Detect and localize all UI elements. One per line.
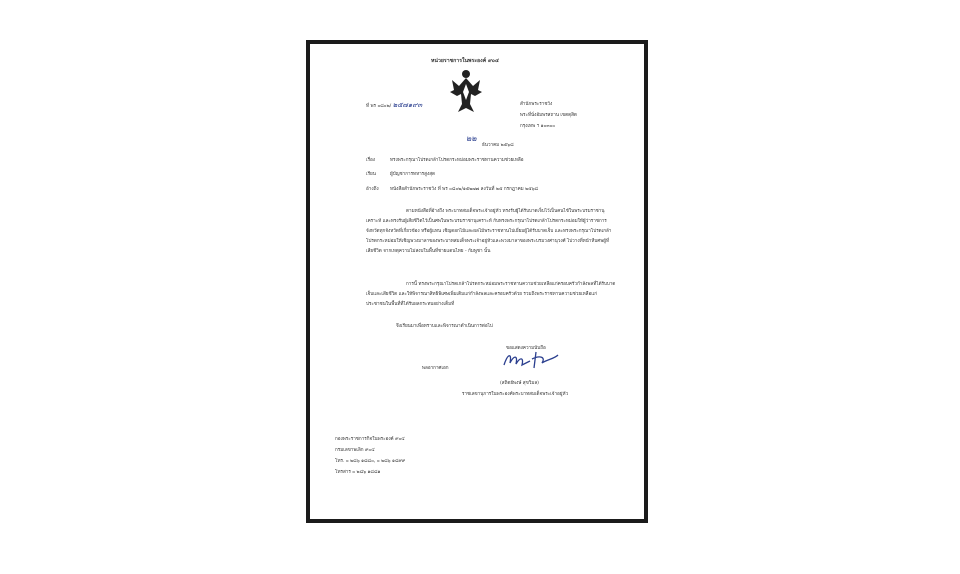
signer-title: ราชเลขานุการในพระองค์พระบาทสมเด็จพระเจ้าอยู่หัว bbox=[462, 392, 569, 397]
body-paragraph-1: ตามหนังสือที่อ้างถึง พระบาทสมเด็จพระเจ้าอยู่หัว ทรงรับผู้ได้รับบาดเจ็บไว้เป็นคนไข้ในพระบรมราชานุเคราะห์ และทรงรับผู้เสียชีวิตไว้เป็นศพในพระบรมราชานุเคราะห์ กับทรงพระกรุณาโปรดเกล้าโปรดกระหม่อมให้ผู้ว่าราชการจังหวัดทุกจังหวัดที่เกี่ยวข้อง หรือผู้แทน เชิญดอกไม้และผลไม้พระราชทานไปเยี่ยมผู้ได้รับบาดเจ็บ และทรงพระกรุณาโปรดเกล้าโปรดกระหม่อมให้เชิญพวงมาลาของพระบาทสมเด็จพระเจ้าอยู่หัวและพวงมาลาของพระบรมวงศานุวงศ์ ไปวางที่หน้าหีบศพผู้ที่เสียชีวิต จากเหตุความไม่สงบในพื้นที่ชายแดนไทย - กัมพูชา นั้น bbox=[366, 209, 612, 254]
reference-text: หนังสือสำนักพระราชวัง ที่ พร ๐๘๐๒/๑๕๒๗๗ ลงวันที่ ๒๕ กรกฎาคม ๒๕๖๘ bbox=[390, 187, 539, 192]
to-text: ผู้บัญชาการทหารสูงสุด bbox=[390, 172, 435, 177]
footer-department: กรมเลขาพเลิก ๙๐๔ bbox=[335, 448, 375, 453]
subject-label: เรื่อง bbox=[366, 158, 376, 163]
signer-rank: พลอากาศเอก bbox=[422, 366, 449, 371]
to-label: เรียน bbox=[366, 172, 376, 177]
garuda-emblem bbox=[449, 66, 483, 114]
reference-label: อ้างถึง bbox=[366, 187, 379, 192]
sender-office: สำนักพระราชวัง bbox=[520, 102, 553, 107]
footer-fax: โทรสาร ๐ ๒๘๖ ๑๘๘๑ bbox=[335, 470, 381, 475]
footer-phone: โทร. ๐ ๒๘๖ ๑๘๘๐, ๐ ๒๘๖ ๑๘๙๙ bbox=[335, 459, 406, 464]
handwritten-date-day: ๒๒ bbox=[466, 134, 477, 143]
subject-text: ทรงพระกรุณาโปรดเกล้าโปรดกระหม่อมพระราชทานความช่วยเหลือ bbox=[390, 158, 524, 163]
footer-office: กองพระราชการกิจในพระองค์ ๙๐๔ bbox=[335, 437, 405, 442]
signer-name: (สถิตย์พงษ์ สุขวิมล) bbox=[500, 381, 539, 386]
sender-address: พระที่นั่งอัมพรสถาน เขตดุสิต bbox=[520, 113, 577, 118]
handwritten-ref: ๒๕๗๑๙๓ bbox=[392, 101, 423, 109]
body-paragraph-3: จึงเรียนมาเพื่อทราบและพิจารณาดำเนินการต่อไป bbox=[396, 324, 493, 329]
letter-page bbox=[310, 44, 644, 519]
sender-postcode: กรุงเทพ ฯ ๑๐๓๐๐ bbox=[520, 124, 556, 129]
signature-image bbox=[500, 349, 562, 371]
letter-header-title: หน่วยราชการในพระองค์ ๙๐๔ bbox=[431, 58, 499, 64]
body-paragraph-2: การนี้ ทรงพระกรุณาโปรดเกล้าโปรดกระหม่อมพระราชทานความช่วยเหลือแก่ครอบครัวกำลังพลที่ได้รับบาดเจ็บและเสียชีวิต และให้พิจารณาสิทธิพิเศษเพิ่มเติมแก่กำลังพลและครอบครัวด้วย รวมถึงพระราชทานความช่วยเหลือแก่ประชาชนในพื้นที่ที่ได้รับผลกระทบอย่างเต็มที่ bbox=[366, 282, 616, 307]
closing-text: ขอแสดงความนับถือ bbox=[506, 346, 546, 351]
letter-date: ธันวาคม ๒๕๖๘ bbox=[482, 143, 514, 148]
reference-number: ที่ พร ๐๘๐๒/ ๒๕๗๑๙๓ bbox=[366, 101, 423, 109]
